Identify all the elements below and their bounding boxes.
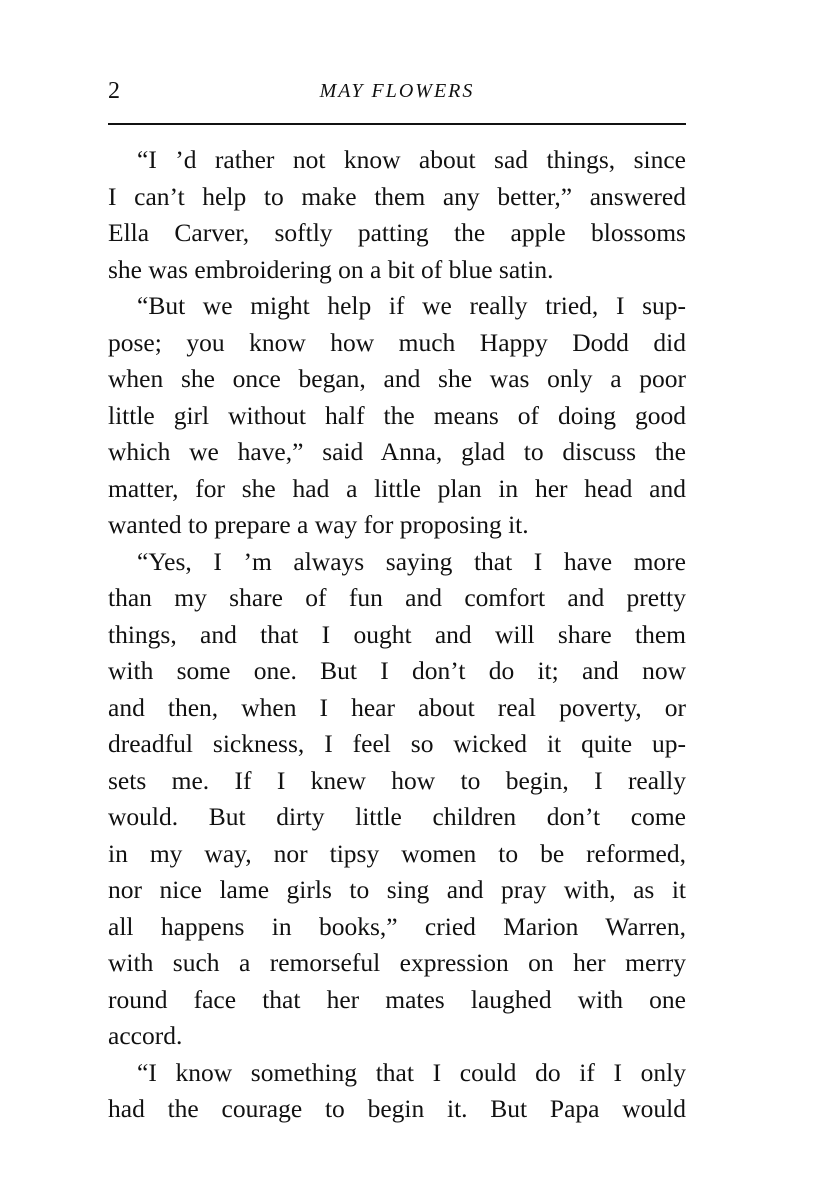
text-line: things, and that I ought and will share them — [108, 619, 686, 649]
text-line: had the courage to begin it. But Papa would — [108, 1094, 686, 1123]
text-line: “I know something that I could do if I only — [137, 1057, 686, 1087]
text-line: “But we might help if we really tried, I sup- — [137, 291, 686, 320]
text-line: than my share of fun and comfort and pretty — [108, 583, 686, 612]
text-line: all happens in books,” cried Marion Warren, — [108, 911, 686, 941]
text-line: would. But dirty little children don’t come — [108, 802, 686, 831]
text-line: sets me. If I knew how to begin, I really — [108, 765, 686, 795]
text-line: I can’t help to make them any better,” answered — [108, 181, 686, 211]
text-line: Ella Carver, softly patting the apple blossoms — [108, 218, 686, 247]
text-line: when she once began, and she was only a poor — [108, 364, 686, 393]
text-line: accord. — [108, 1021, 183, 1050]
text-line: she was embroidering on a bit of blue satin. — [108, 254, 554, 284]
text-line: in my way, nor tipsy women to be reformed, — [108, 838, 686, 868]
text-line: nor nice lame girls to sing and pray with, as it — [108, 875, 686, 904]
text-line: with some one. But I don’t do it; and now — [108, 656, 686, 685]
page-header — [108, 76, 686, 108]
text-line: “Yes, I ’m always saying that I have more — [137, 546, 686, 576]
text-line: matter, for she had a little plan in her head and — [108, 473, 686, 503]
text-line: wanted to prepare a way for proposing it. — [108, 510, 529, 539]
text-line: with such a remorseful expression on her merry — [108, 948, 686, 977]
text-line: round face that her mates laughed with one — [108, 984, 686, 1014]
text-line: and then, when I hear about real poverty, or — [108, 692, 686, 722]
text-line: which we have,” said Anna, glad to discuss the — [108, 437, 686, 466]
running-head: MAY FLOWERS — [319, 80, 475, 102]
text-line: pose; you know how much Happy Dodd did — [108, 327, 686, 357]
text-line: “I ’d rather not know about sad things, since — [137, 145, 686, 174]
text-line: little girl without half the means of doing good — [108, 400, 686, 430]
page-number: 2 — [108, 78, 120, 104]
body-text — [108, 142, 686, 1128]
header-rule — [108, 123, 686, 125]
text-line: dreadful sickness, I feel so wicked it quite up- — [108, 729, 686, 758]
